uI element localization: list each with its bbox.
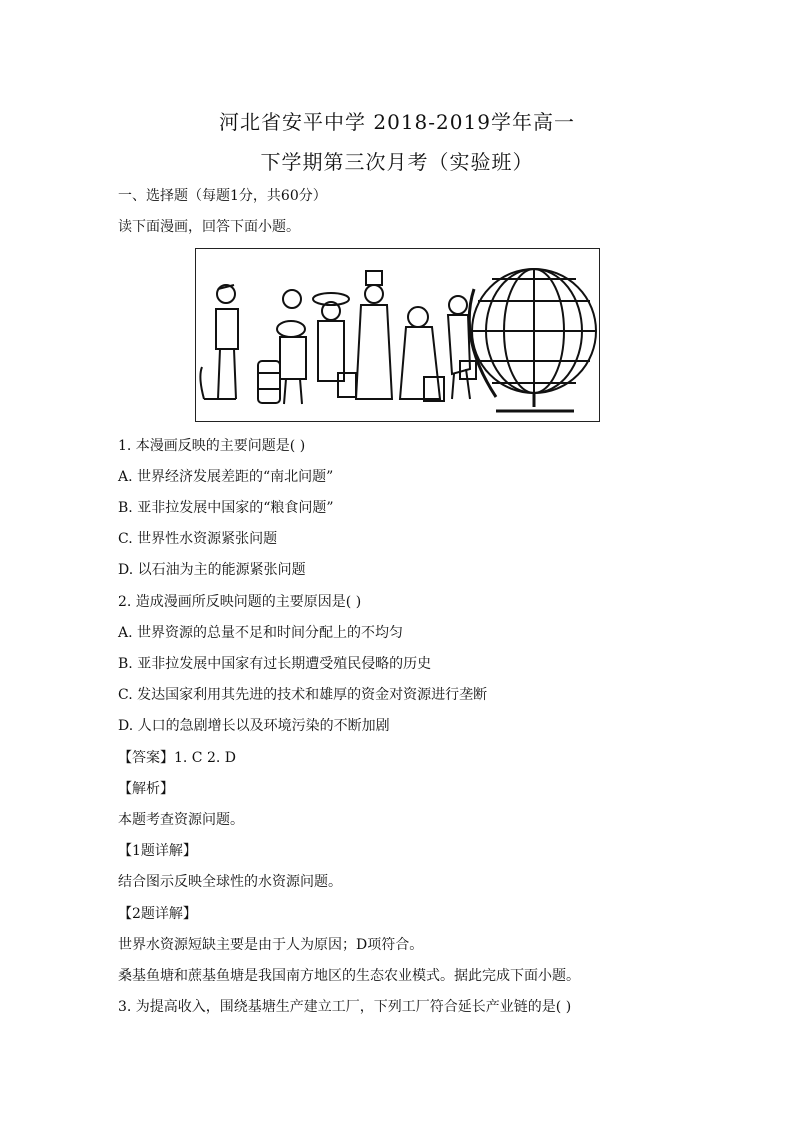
cartoon-illustration: [196, 249, 598, 420]
detail1-heading: 【1题详解】: [118, 843, 197, 859]
detail2-heading: 【2题详解】: [118, 906, 197, 922]
q1-stem: 1. 本漫画反映的主要问题是( ): [118, 438, 306, 454]
cartoon-figure: [195, 248, 600, 422]
q2-option-a: A. 世界资源的总量不足和时间分配上的不均匀: [118, 625, 404, 641]
q1-option-a: A. 世界经济发展差距的“南北问题”: [118, 469, 334, 485]
doc-title-line1: 河北省安平中学 2018-2019学年高一: [219, 110, 575, 134]
q2-option-d: D. 人口的急剧增长以及环境污染的不断加剧: [118, 718, 390, 734]
q3-stem: 3. 为提高收入，围绕基塘生产建立工厂，下列工厂符合延长产业链的是( ): [118, 999, 572, 1015]
q1-option-d: D. 以石油为主的能源紧张问题: [118, 562, 306, 578]
question-intro: 读下面漫画，回答下面小题。: [118, 219, 300, 235]
doc-title-line2: 下学期第三次月考（实验班）: [260, 150, 534, 174]
analysis-heading: 【解析】: [118, 781, 174, 797]
q2-option-b: B. 亚非拉发展中国家有过长期遭受殖民侵略的历史: [118, 656, 432, 672]
question-intro-2: 桑基鱼塘和蔗基鱼塘是我国南方地区的生态农业模式。据此完成下面小题。: [118, 968, 580, 984]
analysis-body: 本题考查资源问题。: [118, 812, 244, 828]
detail2-body: 世界水资源短缺主要是由于人为原因；D项符合。: [118, 937, 424, 953]
globe-drawing: [469, 269, 596, 411]
detail1-body: 结合图示反映全球性的水资源问题。: [118, 874, 342, 890]
answer-line: 【答案】1. C 2. D: [118, 750, 237, 766]
q2-option-c: C. 发达国家利用其先进的技术和雄厚的资金对资源进行垄断: [118, 687, 488, 703]
q1-option-b: B. 亚非拉发展中国家的“粮食问题”: [118, 500, 334, 516]
section-heading: 一、选择题（每题1分，共60分）: [118, 188, 327, 204]
q2-stem: 2. 造成漫画所反映问题的主要原因是( ): [118, 594, 362, 610]
q1-option-c: C. 世界性水资源紧张问题: [118, 531, 278, 547]
